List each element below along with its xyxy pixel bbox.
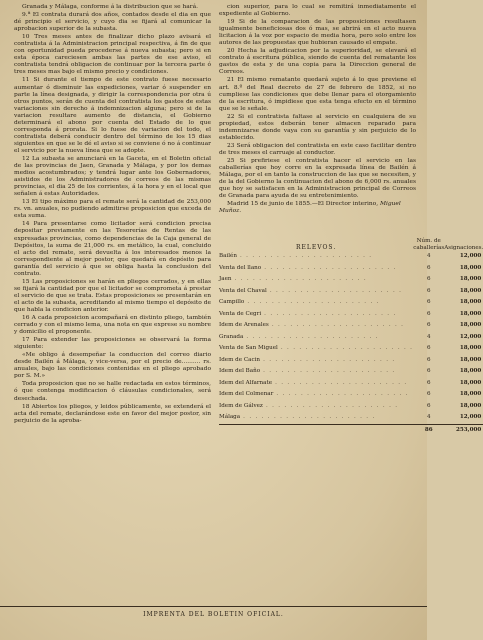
right-column <box>219 4 483 634</box>
paragraph: «Me obligo á desempeñar la conduccion del correo diario desde Bailén á Málaga, y vice-versa, por el precio de.......... rs. anuales, bajo las condiciones contenidas en el pliego aprobado por S. M.» <box>14 352 211 380</box>
paragraph: 21 El mismo rematante quedará sujeto á lo que previene el art. 8.º del Real decreto de 27 de febrero de 1852, si no cumpliese las condiciones que debe llenar para el otorgamiento de la escritura, ó impidiese que esta tenga efecto en el término que se le señale. <box>219 77 416 112</box>
relay-amount: 18,000 <box>459 264 482 271</box>
table-row <box>219 297 483 309</box>
paragraph: 18 Abiertos los pliegos, y leidos públicamente, se extenderá el acta del remate, declarándose este en favor del mejor postor, sin perjuicio de la aproba- <box>14 403 211 424</box>
paragraph: 22 Si el contratista faltase al servicio en cualquiera de su propiedad, estos deberán tener almacen reparado para indemnizarse donde vaya con su garantía y sin perjuicio de lo establecido. <box>219 113 416 141</box>
paragraph: 11 Si durante el tiempo de este contrato fuese necesario aumentar ó disminuir las expediciones, variar ó suspender en parte la línea designada, y dirigir la correspondencia por otra ú otros puntos, serán de cuenta del contratista los gastos de estas variaciones sin derecho á indemnizacion alguna; pero si de la variacion resultare aumento de distancia, el Gobierno determinará el abono por cuenta del Estado de lo que corresponda á prorata. Si lo fuese de variacion del todo, el contratista deberá conducir dentro del término de los 15 dias siguientes en que se le dé el aviso si se conviene ó no á continuar el servicio por la nueva línea que se adopte. <box>14 77 211 154</box>
relay-name: Venta de San Miguel . . . <box>219 343 413 355</box>
total-count: 86 <box>413 424 444 435</box>
table-row <box>219 309 483 321</box>
header-relevos: RELEVOS. <box>296 244 337 252</box>
table-row <box>219 343 483 355</box>
relay-amount: 12,000 <box>459 253 482 260</box>
relay-name: Idem de Gálvez . . . <box>219 401 413 413</box>
relay-name: Idem de Cacin . . . <box>219 355 413 367</box>
table-row <box>219 286 483 298</box>
relay-amount: 18,000 <box>459 322 482 329</box>
relay-amount: 18,000 <box>459 402 482 409</box>
relay-count: 4 <box>426 414 431 421</box>
header-asignaciones: Asignaciones. <box>444 245 483 252</box>
relay-count: 6 <box>426 287 431 294</box>
relay-count: 6 <box>426 368 431 375</box>
right-column-paragraphs <box>219 4 416 200</box>
relay-table-total <box>219 424 483 435</box>
relay-name: Bailén . . . <box>219 251 413 263</box>
paragraph: 23 Será obligacion del contratista en este caso facilitar dentro de tres meses el carruaje al conductor. <box>219 142 416 156</box>
relay-amount: 18,000 <box>459 391 482 398</box>
relay-name: Málaga . . . <box>219 412 413 424</box>
table-row <box>219 378 483 390</box>
paragraph: 20 Hecha la adjudicacion por la superioridad, se elevará el contrato á escritura pública, siendo de cuenta del rematante los gastos de esta y de una copia para la Direccion general de Correos. <box>219 48 416 76</box>
table-row <box>219 366 483 378</box>
relay-count: 4 <box>426 333 431 340</box>
relay-count: 6 <box>426 391 431 398</box>
paragraph: 17 Para extender las proposiciones se observará la forma siguiente: <box>14 337 211 351</box>
left-column <box>14 4 211 634</box>
paragraph: 12 La subasta se anunciará en la Gaceta, en el Boletin oficial de las provincias de Jaen, Granada y Málaga, y por los demas medios acostumbrados; y tendrá lugar ante los Gobernadores, asistidos de los Administradores de correos de las mismas provincias, el dia 25 de los corrientes, á la hora y en el local que señalen á estas Autoridades. <box>14 155 211 198</box>
paragraph: 14 Para presentarse como licitador será condicion precisa depositar previamente en las Tesorerías de Rentas de las expresadas provincias, como dependencias de la Caja general de Depósitos, la suma de 21,000 rs. en metálico, la cual, concluido el acto del remate, será devuelta á los interesados menos la correspondiente al mejor postor, que quedará en depósito para garantía del servicio á que se obliga hasta la conclusion del contrato. <box>14 221 211 277</box>
paragraph: Toda proposicion que no se halle redactada en estos términos, ó que contenga modificacion ó cláusulas condicionales, será desechada. <box>14 381 211 402</box>
relay-amount: 18,000 <box>459 299 482 306</box>
relay-name: Venta de Cegri . . . <box>219 309 413 321</box>
total-amount: 253,000 <box>444 424 483 435</box>
relay-count: 6 <box>426 402 431 409</box>
relay-count: 6 <box>426 379 431 386</box>
paragraph: 15 Las proposiciones se harán en pliegos cerrados, y en ellas se fijará la cantidad por que el licitador se comprometa á prestar el servicio de que se trata. Estas proposiciones se presentarán en el acto de la subasta, acreditando al mismo tiempo el depósito de que habla la condicion anterior. <box>14 278 211 313</box>
relay-count: 6 <box>426 276 431 283</box>
total-label-cell <box>219 424 413 435</box>
relay-amount: 18,000 <box>459 356 482 363</box>
paragraph: 13 El tipo máximo para el remate será la cantidad de 253,000 rs. vn. anuales, no pudiendo admitirse proposicion que exceda de esta suma. <box>14 199 211 220</box>
relay-amount: 18,000 <box>459 287 482 294</box>
relay-amount: 12,000 <box>459 333 482 340</box>
date-line <box>219 201 416 215</box>
table-row <box>219 251 483 263</box>
table-row <box>219 332 483 344</box>
paragraph: 25 Si prefiriese el contratista hacer el servicio en las caballerías que hoy corre en la expresada línea de Bailén á Málaga, por el en tanto la construccion de las que se necesiten, y de la del Gobierno la continuacion del abono de 6,000 rs. anuales que hoy se satisfacen en la Administracion principal de Correos de Granada para ayuda de su entretenimiento. <box>219 157 416 200</box>
relay-amount: 18,000 <box>459 368 482 375</box>
relay-name: Campillo . . . <box>219 297 413 309</box>
relay-name: Venta del llano . . . <box>219 263 413 275</box>
relay-name: Idem del Colmenar . . . <box>219 389 413 401</box>
relay-count: 6 <box>426 322 431 329</box>
signature: Miguel Muñoz. <box>219 201 401 215</box>
text-columns <box>14 4 483 634</box>
imprint-divider <box>0 606 427 607</box>
relay-name: Idem de Arenales . . . <box>219 320 413 332</box>
table-row <box>219 320 483 332</box>
paragraph: 9.ª El contrata durará dos años, contados desde el dia en que dé principio el servicio, y cuyo dia se fijará al comunicar la aprobacion superior de la subasta. <box>14 12 211 33</box>
table-row <box>219 389 483 401</box>
relay-name: Idem del Baño . . . <box>219 366 413 378</box>
relay-count: 6 <box>426 356 431 363</box>
paragraph: 10 Tres meses antes de finalizar dicho plazo avisará el contratista á la Administracion principal respectiva, á fin de que con oportunidad pueda procederse á nueva subasta; pero si en esta época careciesen ambas las partes de ese aviso, el contratista tendrá obligacion de continuar por la tercera parte ó tres meses mas bajo el mismo precio y condiciones. <box>14 34 211 76</box>
relay-count: 6 <box>426 310 431 317</box>
relay-table-body <box>219 251 483 424</box>
relay-amount: 18,000 <box>459 276 482 283</box>
relay-name: Jaen . . . <box>219 274 413 286</box>
paragraph: Granada y Málaga, conforme á la distribucion que se hará. <box>22 4 198 10</box>
table-row <box>219 412 483 424</box>
relay-amount: 18,000 <box>459 310 482 317</box>
paragraph: cion superior, para lo cual se remitirá inmediatamente el expediente al Gobierno. <box>219 4 416 18</box>
relay-name: Granada . . . <box>219 332 413 344</box>
relay-table <box>219 221 483 435</box>
imprint-line: IMPRENTA DEL BOLETIN OFICIAL. <box>143 611 284 618</box>
relay-amount: 18,000 <box>459 345 482 352</box>
relay-amount: 12,000 <box>459 414 482 421</box>
paragraph: 16 A cada proposicion acompañará en distinto pliego, también cerrado y con el mismo lema, una nota en que exprese su nombre y domicilio el proponente. <box>14 315 211 336</box>
relay-count: 6 <box>426 264 431 271</box>
table-row <box>219 401 483 413</box>
date-text: Madrid 15 de junio de 1855.—El Director interino, <box>227 201 379 208</box>
relay-count: 6 <box>426 299 431 306</box>
relay-amount: 18,000 <box>459 379 482 386</box>
relay-count: 4 <box>426 253 431 260</box>
relay-name: Venta del Chaval . . . <box>219 286 413 298</box>
table-row <box>219 274 483 286</box>
relay-count: 6 <box>426 345 431 352</box>
header-caballerias: Núm. de caballerías <box>413 238 445 251</box>
paragraph: 19 Si de la comparacion de las proposiciones resultasen igualmente beneficiosas dos ó mas, se abrirá en el acto nueva licitacion á la voz por espacio de media hora, pero solo entre los autores de las propuestas que hubieran causado el empate. <box>219 19 416 47</box>
table-row <box>219 355 483 367</box>
relay-name: Idem del Alfarnate . . . <box>219 378 413 390</box>
table-row <box>219 263 483 275</box>
relay-table-header <box>219 221 483 251</box>
